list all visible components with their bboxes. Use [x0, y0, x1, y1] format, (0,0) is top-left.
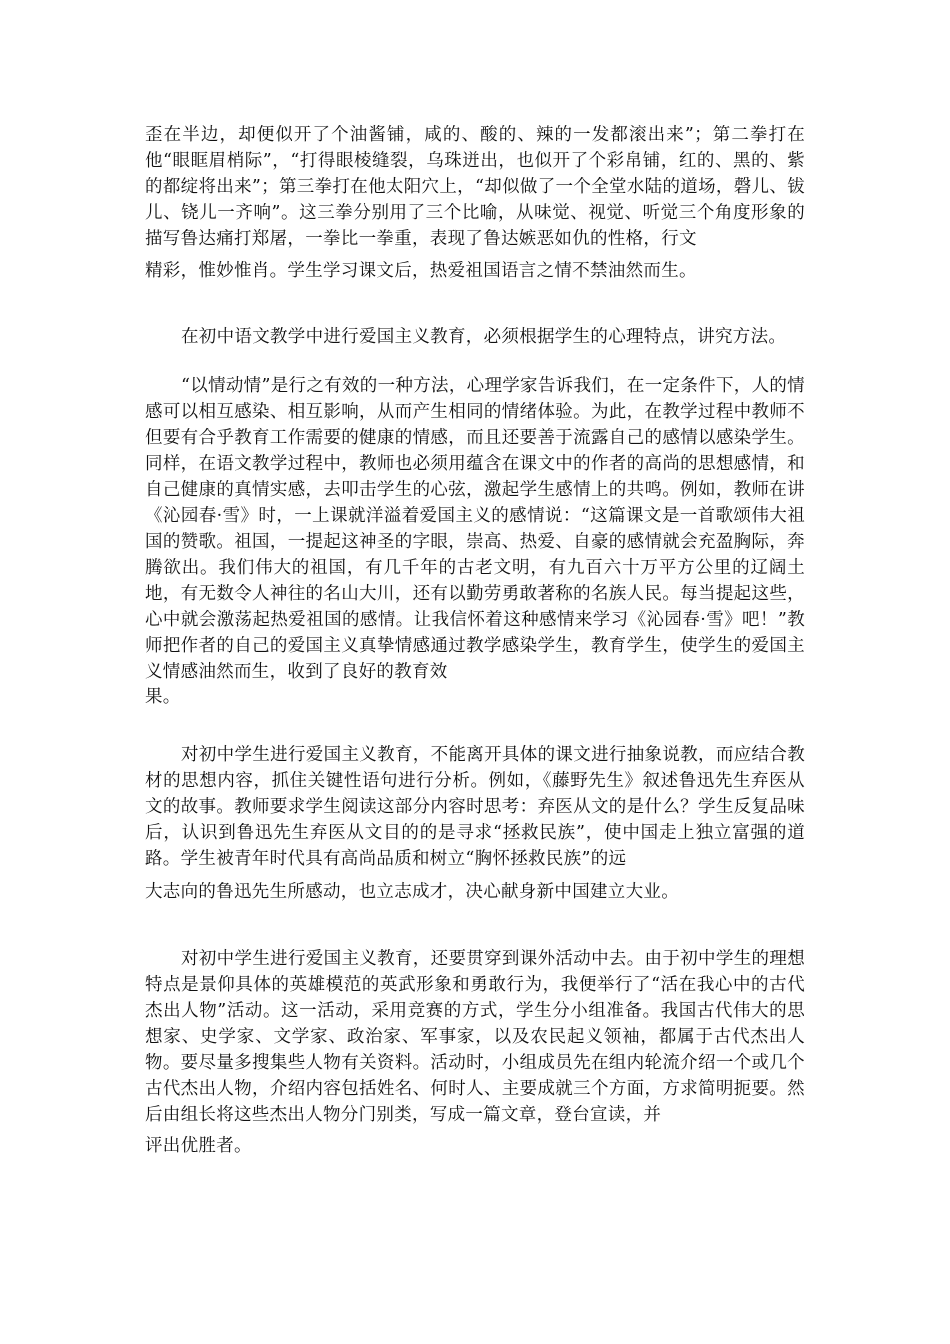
paragraph-emotion-method-last-line: 果。: [145, 687, 181, 707]
paragraph-continuation-last-line: 精彩，惟妙惟肖。学生学习课文后，热爱祖国语言之情不禁油然而生。: [145, 261, 697, 281]
paragraph-key-sentences-last-line: 大志向的鲁迅先生所感动，也立志成才，决心献身新中国建立大业。: [145, 882, 679, 902]
paragraph-extracurricular: 对初中学生进行爱国主义教育，还要贯穿到课外活动中去。由于初中学生的理想特点是景仰具体的英雄模范的英武形象和勇敢行为，我便举行了“活在我心中的古代杰出人物”活动。这一活动，采用竞赛的方式，学生分小组准备。我国古代伟大的思想家、史学家、文学家、政治家、军事家，以及农民起义领袖，都属于古代杰出人物。要尽量多搜集些人物有关资料。活动时，小组成员先在组内轮流介绍一个或几个古代杰出人物，介绍内容包括姓名、何时人、主要成就三个方面，方求简明扼要。然后由组长将这些杰出人物分门别类，写成一篇文章，登台宣读，并: [145, 949, 805, 1125]
paragraph-method-intro: 在初中语文教学中进行爱国主义教育，必须根据学生的心理特点，讲究方法。: [181, 327, 787, 347]
paragraph-emotion-method: “以情动情”是行之有效的一种方法，心理学家告诉我们，在一定条件下，人的情感可以相互感染、相互影响，从而产生相同的情绪体验。为此，在教学过程中教师不但要有合乎教育工作需要的健康的情感，而且还要善于流露自己的感情以感染学生。同样，在语文教学过程中，教师也必须用蕴含在课文中的作者的高尚的思想感情，和自己健康的真情实感，去叩击学生的心弦，激起学生感情上的共鸣。例如，教师在讲《沁园春·雪》时，一上课就洋溢着爱国主义的感情说：“这篇课文是一首歌颂伟大祖国的赞歌。祖国，一提起这神圣的字眼，崇高、热爱、自豪的感情就会充盈胸际，奔腾欲出。我们伟大的祖国，有几千年的古老文明，有九百六十万平方公里的辽阔土地，有无数令人神往的名山大川，还有以勤劳勇敢著称的名族人民。每当提起这些，心中就会激荡起热爱祖国的感情。让我信怀着这种感情来学习《沁园春·雪》吧！”教师把作者的自己的爱国主义真挚情感通过教学感染学生，教育学生，使学生的爱国主义情感油然而生，收到了良好的教育效: [145, 376, 805, 682]
paragraph-key-sentences: 对初中学生进行爱国主义教育，不能离开具体的课文进行抽象说教，而应结合教材的思想内容，抓住关键性语句进行分析。例如，《藤野先生》叙述鲁迅先生弃医从文的故事。教师要求学生阅读这部分内容时思考：弃医从文的是什么？学生反复品味后，认识到鲁迅先生弃医从文目的的是寻求“拯救民族”，使中国走上独立富强的道路。学生被青年时代具有高尚品质和树立“胸怀拯救民族”的远: [145, 745, 805, 869]
paragraph-continuation: 歪在半边，却便似开了个油酱铺，咸的、酸的、辣的一发都滚出来”；第二拳打在他“眼眶眉梢际”，“打得眼棱缝裂，乌珠迸出，也似开了个彩帛铺，红的、黑的、紫的都绽将出来”；第三拳打在他太阳穴上，“却似做了一个全堂水陆的道场，磬儿、钹儿、铙儿一齐响”。这三拳分别用了三个比喻，从味觉、视觉、听觉三个角度形象的描写鲁达痛打郑屠，一拳比一拳重，表现了鲁达嫉恶如仇的性格，行文: [145, 125, 805, 249]
paragraph-extracurricular-last-line: 评出优胜者。: [145, 1136, 252, 1156]
